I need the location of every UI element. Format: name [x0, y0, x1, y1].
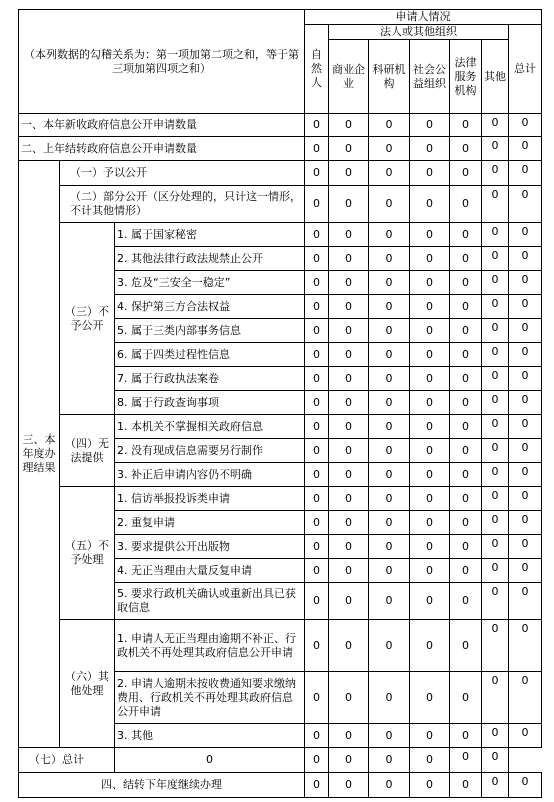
- cell-value: 0: [450, 114, 482, 137]
- cell-value: 0: [369, 343, 410, 367]
- cell-value: 0: [482, 535, 509, 559]
- cell-value: 0: [482, 672, 509, 724]
- cell-value: 0: [482, 114, 509, 137]
- table-row: [19, 415, 542, 439]
- cell-value: 0: [509, 247, 542, 271]
- table-row: [19, 773, 542, 798]
- cell-value: 0: [305, 439, 329, 463]
- cell-value: 0: [410, 535, 450, 559]
- cell-value: 0: [305, 620, 329, 672]
- cell-value: 0: [410, 247, 450, 271]
- cell-value: 0: [482, 724, 509, 748]
- row-label: 5. 要求行政机关确认或重新出具已获取信息: [115, 583, 305, 620]
- cell-value: 0: [369, 748, 410, 773]
- cell-value: 0: [369, 583, 410, 620]
- cell-value: 0: [410, 114, 450, 137]
- row-label: 1. 申请人无正当理由逾期不补正、行政机关不再处理其政府信息公开申请: [115, 620, 305, 672]
- cell-value: 0: [369, 535, 410, 559]
- cell-value: 0: [450, 186, 482, 223]
- cell-value: 0: [329, 186, 369, 223]
- cell-value: 0: [482, 415, 509, 439]
- cell-value: 0: [482, 583, 509, 620]
- table-note: （本列数据的勾稽关系为：第一项加第二项之和，等于第三项加第四项之和）: [19, 10, 305, 114]
- cell-value: 0: [305, 748, 329, 773]
- cell-value: 0: [329, 343, 369, 367]
- cell-value: 0: [369, 186, 410, 223]
- cell-value: 0: [509, 463, 542, 487]
- cell-value: 0: [369, 463, 410, 487]
- cell-value: 0: [305, 161, 329, 186]
- cell-value: 0: [450, 319, 482, 343]
- group-3-label: （三）不予公开: [60, 223, 115, 415]
- cell-value: 0: [329, 559, 369, 583]
- row-label: 1. 本机关不掌握相关政府信息: [115, 415, 305, 439]
- cell-value: 0: [410, 161, 450, 186]
- cell-value: 0: [305, 583, 329, 620]
- cell-value: 0: [369, 415, 410, 439]
- cell-value: 0: [509, 672, 542, 724]
- cell-value: 0: [482, 463, 509, 487]
- cell-value: 0: [509, 559, 542, 583]
- cell-value: 0: [305, 137, 329, 161]
- cell-value: 0: [329, 137, 369, 161]
- cell-value: 0: [450, 295, 482, 319]
- cell-value: 0: [410, 773, 450, 798]
- cell-value: 0: [509, 439, 542, 463]
- row-label: 1. 属于国家秘密: [115, 223, 305, 247]
- row-label: 6. 属于四类过程性信息: [115, 343, 305, 367]
- cell-value: 0: [410, 620, 450, 672]
- section-3-label: 三、本年度办理结果: [19, 161, 60, 748]
- cell-value: 0: [329, 487, 369, 511]
- cell-value: 0: [450, 343, 482, 367]
- cell-value: 0: [329, 319, 369, 343]
- cell-value: 0: [329, 367, 369, 391]
- cell-value: 0: [305, 535, 329, 559]
- cell-value: 0: [410, 511, 450, 535]
- cell-value: 0: [450, 271, 482, 295]
- cell-value: 0: [410, 559, 450, 583]
- row-label: 2. 没有现成信息需要另行制作: [115, 439, 305, 463]
- cell-value: 0: [410, 672, 450, 724]
- cell-value: 0: [305, 463, 329, 487]
- group-5-label: （五）不予处理: [60, 487, 115, 620]
- cell-value: 0: [410, 583, 450, 620]
- cell-value: 0: [509, 367, 542, 391]
- cell-value: 0: [329, 161, 369, 186]
- cell-value: 0: [329, 247, 369, 271]
- cell-value: 0: [305, 343, 329, 367]
- cell-value: 0: [369, 773, 410, 798]
- cell-value: 0: [482, 748, 509, 773]
- cell-value: 0: [410, 186, 450, 223]
- cell-value: 0: [482, 271, 509, 295]
- cell-value: 0: [450, 748, 482, 773]
- table-row: [19, 161, 542, 186]
- cell-value: 0: [410, 295, 450, 319]
- row-label: 5. 属于三类内部事务信息: [115, 319, 305, 343]
- cell-value: 0: [305, 672, 329, 724]
- cell-value: 0: [329, 583, 369, 620]
- cell-value: 0: [509, 773, 542, 798]
- cell-value: 0: [410, 137, 450, 161]
- cell-value: 0: [482, 343, 509, 367]
- cell-value: 0: [450, 391, 482, 415]
- cell-value: 0: [410, 748, 450, 773]
- row-label: 2. 其他法律行政法规禁止公开: [115, 247, 305, 271]
- cell-value: 0: [482, 161, 509, 186]
- cell-value: 0: [410, 343, 450, 367]
- group-4-label: （四）无法提供: [60, 415, 115, 487]
- col-other: 其他: [482, 40, 509, 114]
- row-label: （七）总计: [19, 748, 115, 773]
- table-row: [19, 748, 542, 773]
- cell-value: 0: [410, 391, 450, 415]
- cell-value: 0: [329, 271, 369, 295]
- cell-value: 0: [329, 439, 369, 463]
- cell-value: 0: [305, 391, 329, 415]
- cell-value: 0: [305, 223, 329, 247]
- cell-value: 0: [410, 271, 450, 295]
- cell-value: 0: [482, 773, 509, 798]
- cell-value: 0: [482, 559, 509, 583]
- row-label: 二、上年结转政府信息公开申请数量: [19, 137, 305, 161]
- cell-value: 0: [305, 773, 329, 798]
- statistics-table: [18, 9, 542, 798]
- cell-value: 0: [305, 114, 329, 137]
- table-row: [19, 487, 542, 511]
- cell-value: 0: [369, 511, 410, 535]
- cell-value: 0: [329, 223, 369, 247]
- row-label: 4. 保护第三方合法权益: [115, 295, 305, 319]
- row-label: 1. 信访举报投诉类申请: [115, 487, 305, 511]
- row-label: 8. 属于行政查询事项: [115, 391, 305, 415]
- cell-value: 0: [509, 271, 542, 295]
- cell-value: 0: [410, 439, 450, 463]
- cell-value: 0: [305, 415, 329, 439]
- cell-value: 0: [410, 367, 450, 391]
- col-research: 科研机构: [369, 40, 410, 114]
- cell-value: 0: [509, 620, 542, 672]
- cell-value: 0: [509, 391, 542, 415]
- cell-value: 0: [450, 161, 482, 186]
- cell-value: 0: [509, 343, 542, 367]
- row-label: （二）部分公开（区分处理的，只计这一情形，不计其他情形）: [60, 186, 305, 223]
- cell-value: 0: [410, 463, 450, 487]
- cell-value: 0: [450, 463, 482, 487]
- cell-value: 0: [450, 559, 482, 583]
- cell-value: 0: [482, 487, 509, 511]
- row-label: 3. 补正后申请内容仍不明确: [115, 463, 305, 487]
- cell-value: 0: [509, 137, 542, 161]
- table-row: [19, 137, 542, 161]
- cell-value: 0: [450, 415, 482, 439]
- cell-value: 0: [369, 391, 410, 415]
- row-label: 3. 其他: [115, 724, 305, 748]
- cell-value: 0: [482, 319, 509, 343]
- cell-value: 0: [369, 137, 410, 161]
- cell-value: 0: [329, 463, 369, 487]
- cell-value: 0: [305, 511, 329, 535]
- table-row: [19, 114, 542, 137]
- cell-value: 0: [450, 511, 482, 535]
- cell-value: 0: [509, 223, 542, 247]
- row-label: 3. 要求提供公开出版物: [115, 535, 305, 559]
- col-business: 商业企业: [329, 40, 369, 114]
- cell-value: 0: [509, 415, 542, 439]
- cell-value: 0: [450, 487, 482, 511]
- cell-value: 0: [305, 247, 329, 271]
- cell-value: 0: [305, 186, 329, 223]
- cell-value: 0: [115, 748, 305, 773]
- cell-value: 0: [329, 535, 369, 559]
- cell-value: 0: [369, 724, 410, 748]
- cell-value: 0: [482, 295, 509, 319]
- cell-value: 0: [305, 487, 329, 511]
- row-label: 一、本年新收政府信息公开申请数量: [19, 114, 305, 137]
- cell-value: 0: [369, 439, 410, 463]
- cell-value: 0: [509, 535, 542, 559]
- group-6-label: （六）其他处理: [60, 620, 115, 748]
- cell-value: 0: [369, 295, 410, 319]
- cell-value: 0: [369, 620, 410, 672]
- cell-value: 0: [329, 748, 369, 773]
- col-total: 总计: [509, 25, 542, 114]
- cell-value: 0: [482, 367, 509, 391]
- col-natural-person: 自然人: [305, 25, 329, 114]
- cell-value: 0: [450, 223, 482, 247]
- legal-group-header: 法人或其他组织: [329, 25, 509, 40]
- cell-value: 0: [482, 511, 509, 535]
- cell-value: 0: [450, 620, 482, 672]
- cell-value: 0: [329, 114, 369, 137]
- applicant-info-header: 申请人情况: [305, 10, 542, 25]
- cell-value: 0: [369, 367, 410, 391]
- cell-value: 0: [482, 137, 509, 161]
- cell-value: 0: [305, 724, 329, 748]
- cell-value: 0: [482, 391, 509, 415]
- cell-value: 0: [509, 511, 542, 535]
- cell-value: 0: [369, 487, 410, 511]
- cell-value: 0: [369, 247, 410, 271]
- cell-value: 0: [329, 672, 369, 724]
- cell-value: 0: [410, 223, 450, 247]
- cell-value: 0: [369, 161, 410, 186]
- cell-value: 0: [329, 415, 369, 439]
- table-row: [19, 186, 542, 223]
- cell-value: 0: [482, 620, 509, 672]
- cell-value: 0: [450, 439, 482, 463]
- row-label: 2. 申请人逾期未按收费通知要求缴纳费用、行政机关不再处理其政府信息公开申请: [115, 672, 305, 724]
- cell-value: 0: [509, 295, 542, 319]
- cell-value: 0: [305, 295, 329, 319]
- cell-value: 0: [450, 535, 482, 559]
- cell-value: 0: [509, 487, 542, 511]
- cell-value: 0: [482, 247, 509, 271]
- cell-value: 0: [450, 773, 482, 798]
- cell-value: 0: [509, 319, 542, 343]
- row-label: （一）予以公开: [60, 161, 305, 186]
- cell-value: 0: [450, 367, 482, 391]
- cell-value: 0: [482, 223, 509, 247]
- table-row: [19, 620, 542, 672]
- cell-value: 0: [509, 114, 542, 137]
- cell-value: 0: [450, 724, 482, 748]
- cell-value: 0: [450, 247, 482, 271]
- cell-value: 0: [450, 583, 482, 620]
- cell-value: 0: [410, 724, 450, 748]
- cell-value: 0: [509, 583, 542, 620]
- cell-value: 0: [329, 295, 369, 319]
- cell-value: 0: [509, 724, 542, 748]
- cell-value: 0: [410, 319, 450, 343]
- cell-value: 0: [329, 620, 369, 672]
- cell-value: 0: [329, 773, 369, 798]
- row-label: 2. 重复申请: [115, 511, 305, 535]
- cell-value: 0: [369, 672, 410, 724]
- cell-value: 0: [329, 724, 369, 748]
- cell-value: 0: [450, 137, 482, 161]
- cell-value: 0: [305, 319, 329, 343]
- table-row: [19, 223, 542, 247]
- cell-value: 0: [305, 367, 329, 391]
- cell-value: 0: [305, 559, 329, 583]
- cell-value: 0: [509, 161, 542, 186]
- cell-value: 0: [329, 511, 369, 535]
- cell-value: 0: [509, 186, 542, 223]
- cell-value: 0: [305, 271, 329, 295]
- cell-value: 0: [369, 223, 410, 247]
- cell-value: 0: [329, 391, 369, 415]
- cell-value: 0: [369, 271, 410, 295]
- row-label: 7. 属于行政执法案卷: [115, 367, 305, 391]
- cell-value: 0: [482, 186, 509, 223]
- col-public-welfare: 社会公益组织: [410, 40, 450, 114]
- cell-value: 0: [482, 439, 509, 463]
- cell-value: 0: [450, 672, 482, 724]
- cell-value: 0: [410, 415, 450, 439]
- cell-value: 0: [369, 114, 410, 137]
- row-label: 3. 危及“三安全一稳定”: [115, 271, 305, 295]
- row-label: 4. 无正当理由大量反复申请: [115, 559, 305, 583]
- cell-value: 0: [369, 559, 410, 583]
- cell-value: 0: [369, 319, 410, 343]
- col-legal-service: 法律服务机构: [450, 40, 482, 114]
- row-label: 四、结转下年度继续办理: [19, 773, 305, 798]
- cell-value: 0: [410, 487, 450, 511]
